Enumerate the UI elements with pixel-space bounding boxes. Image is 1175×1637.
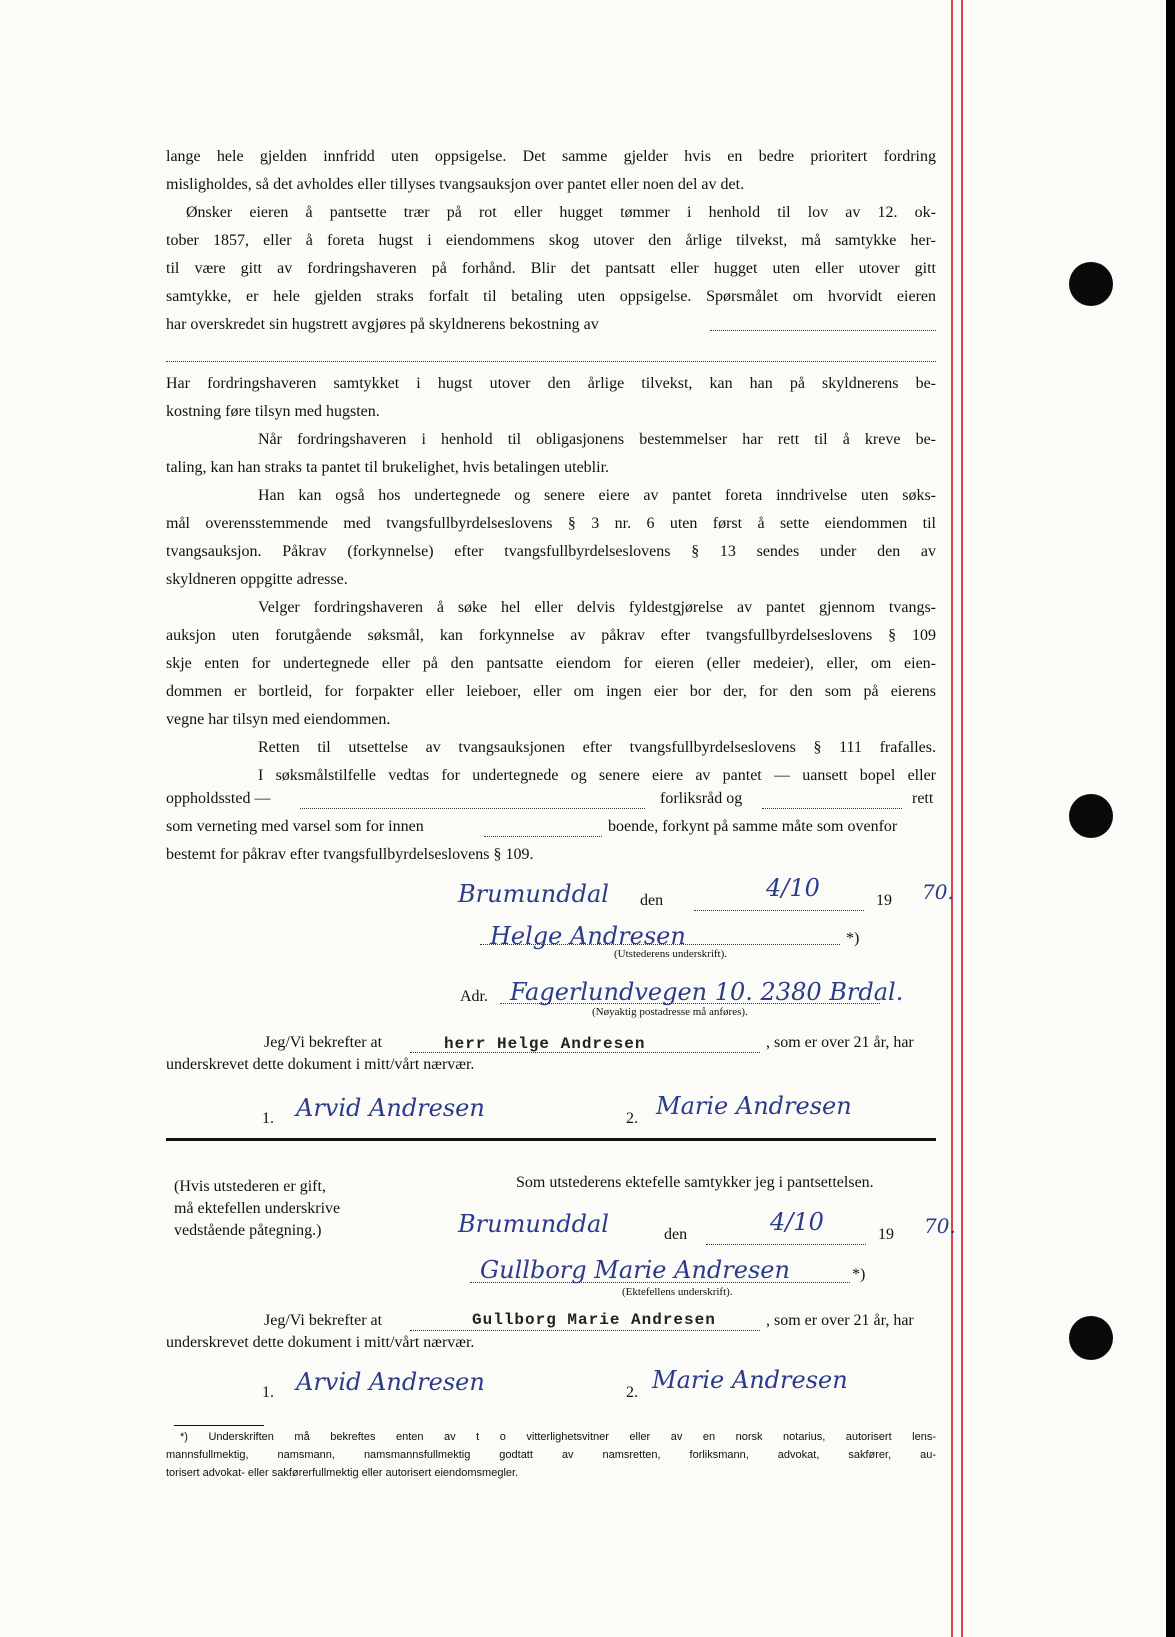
footnote-rule xyxy=(174,1425,264,1426)
blank-field xyxy=(762,808,902,809)
footnote-line: torisert advokat- eller sakførerfullmektig eller autorisert eiendomsmegler. xyxy=(166,1467,519,1479)
spouse-signature: Gullborg Marie Andresen xyxy=(480,1256,790,1284)
footnote-line: mannsfullmektig, namsmann, namsmannsfullmektig godtatt av namsretten, forliksmann, advokat, sakfører, au- xyxy=(166,1449,936,1461)
body-line: til være gitt av fordringshaveren på forhånd. Blir det pantsatt eller hugget uten eller utover gitt xyxy=(166,260,936,277)
label-den: den xyxy=(640,892,664,909)
witness-number: 1. xyxy=(262,1384,274,1401)
caption-utsteder: (Utstederens underskrift). xyxy=(614,948,728,960)
issuer-signature: Helge Andresen xyxy=(490,922,686,950)
margin-line-left xyxy=(951,0,953,1637)
label-year: 19 xyxy=(876,892,892,909)
typed-name: herr Helge Andresen xyxy=(444,1035,646,1053)
typed-name: Gullborg Marie Andresen xyxy=(472,1311,716,1329)
caption-adresse: (Nøyaktig postadresse må anføres). xyxy=(592,1006,748,1018)
footnote-marker: *) xyxy=(852,1266,866,1283)
body-line: auksjon uten forutgående søksmål, kan forkynnelse av påkrav efter tvangsfullbyrdelseslovens § 109 xyxy=(166,627,936,644)
body-line: skyldneren oppgitte adresse. xyxy=(166,571,348,588)
spouse-note xyxy=(174,1176,340,1242)
body-line: Retten til utsettelse av tvangsauksjonen efter tvangsfullbyrdelseslovens § 111 frafalles. xyxy=(258,739,936,756)
body-line: Når fordringshaveren i henhold til obligasjonens bestemmelser har rett til å kreve be- xyxy=(258,431,936,448)
label-boende: boende, forkynt på samme måte som ovenfor xyxy=(608,818,898,835)
label-over-21: , som er over 21 år, har xyxy=(766,1312,914,1329)
body-line: I søksmålstilfelle vedtas for undertegnede og senere eiere av pantet — uansett bopel eller xyxy=(258,767,936,784)
witness-signature-1: Arvid Andresen xyxy=(296,1368,485,1396)
blank-field xyxy=(706,1244,866,1245)
body-line: Ønsker eieren å pantsette trær på rot eller hugget tømmer i henhold til lov av 12. ok- xyxy=(186,204,936,221)
caption-ektefelle: (Ektefellens underskrift). xyxy=(622,1286,733,1298)
signature-line xyxy=(480,944,840,945)
address-line xyxy=(500,1003,880,1004)
handwritten-place: Brumunddal xyxy=(458,1210,609,1238)
body-line: kostning føre tilsyn med hugsten. xyxy=(166,403,380,420)
label-underskrevet: underskrevet dette dokument i mitt/vårt nærvær. xyxy=(166,1334,475,1351)
body-line: lange hele gjelden innfridd uten oppsigelse. Det samme gjelder hvis en bedre prioritert fordring xyxy=(166,148,936,165)
spouse-consent: Som utstederens ektefelle samtykker jeg i pantsettelsen. xyxy=(516,1174,874,1191)
label-adr: Adr. xyxy=(460,988,488,1005)
blank-field xyxy=(694,910,864,911)
body-line: Velger fordringshaveren å søke hel eller delvis fyldestgjørelse av pantet gjennom tvangs- xyxy=(258,599,936,616)
label-oppholdssted: oppholdssted — xyxy=(166,790,271,807)
body-line: misligholdes, så det avholdes eller tillyses tvangsauksjon over pantet eller noen del av det. xyxy=(166,176,745,193)
handwritten-date: 4/10 xyxy=(766,874,820,902)
spouse-note-line: vedstående påtegning.) xyxy=(174,1222,322,1239)
witness-signature-2: Marie Andresen xyxy=(652,1366,848,1394)
witness-signature-1: Arvid Andresen xyxy=(296,1094,485,1122)
punch-hole-1 xyxy=(1069,262,1113,306)
witness-number: 2. xyxy=(626,1384,638,1401)
spouse-note-line: må ektefellen underskrive xyxy=(174,1200,341,1217)
label-over-21: , som er over 21 år, har xyxy=(766,1034,914,1051)
margin-line-right xyxy=(961,0,963,1637)
label-forliksrad: forliksråd og xyxy=(660,790,743,807)
body-line: Han kan også hos undertegnede og senere eiere av pantet foreta inndrivelse uten søks- xyxy=(258,487,936,504)
body-line: skje enten for undertegnede eller på den pantsatte eiendom for eieren (eller medeier), eller, om eien- xyxy=(166,655,936,672)
blank-field xyxy=(484,836,602,837)
witness-number: 1. xyxy=(262,1110,274,1127)
label-underskrevet: underskrevet dette dokument i mitt/vårt nærvær. xyxy=(166,1056,475,1073)
blank-field xyxy=(166,361,936,362)
divider xyxy=(166,1138,936,1141)
signature-line xyxy=(470,1282,850,1283)
label-year: 19 xyxy=(878,1226,894,1243)
label-rett: rett xyxy=(912,790,934,807)
spouse-note-line: (Hvis utstederen er gift, xyxy=(174,1178,326,1195)
body-line: taling, kan han straks ta pantet til brukelighet, hvis betalingen uteblir. xyxy=(166,459,610,476)
handwritten-year: 70. xyxy=(922,880,954,904)
label-bestemt: bestemt for påkrav efter tvangsfullbyrdelseslovens § 109. xyxy=(166,846,534,863)
witness-number: 2. xyxy=(626,1110,638,1127)
witness-signature-2: Marie Andresen xyxy=(656,1092,852,1120)
label-bekrefter: Jeg/Vi bekrefter at xyxy=(264,1312,383,1329)
body-line: tober 1857, eller å foreta hugst i eiendommens skog utover den årlige tilvekst, må samtykke her- xyxy=(166,232,936,249)
body-line: dommen er bortleid, for forpakter eller leieboer, eller om ingen eier bor der, for den som på eierens xyxy=(166,683,936,700)
handwritten-year: 70. xyxy=(924,1214,956,1238)
blank-field xyxy=(410,1330,760,1331)
handwritten-address: Fagerlundvegen 10. 2380 Brdal. xyxy=(510,978,904,1006)
body-line: Har fordringshaveren samtykket i hugst utover den årlige tilvekst, kan han på skyldnerens be- xyxy=(166,375,936,392)
handwritten-date: 4/10 xyxy=(770,1208,824,1236)
body-line: har overskredet sin hugstrett avgjøres på skyldnerens bekostning av xyxy=(166,316,599,333)
body-line: tvangsauksjon. Påkrav (forkynnelse) efter tvangsfullbyrdelseslovens § 13 sendes under den av xyxy=(166,543,936,560)
footnote-line: *) Underskriften må bekreftes enten av t o vitterlighetsvitner eller av en norsk notarius, autorisert lens- xyxy=(180,1431,936,1443)
blank-field xyxy=(710,330,936,331)
handwritten-place: Brumunddal xyxy=(458,880,609,908)
label-den: den xyxy=(664,1226,688,1243)
footnote-marker: *) xyxy=(846,930,860,947)
label-bekrefter: Jeg/Vi bekrefter at xyxy=(264,1034,383,1051)
blank-field xyxy=(300,808,645,809)
punch-hole-3 xyxy=(1069,1316,1113,1360)
body-line: samtykke, er hele gjelden straks forfalt til betaling uten oppsigelse. Spørsmålet om hvorvidt eieren xyxy=(166,288,936,305)
punch-hole-2 xyxy=(1069,794,1113,838)
body-line: mål overensstemmende med tvangsfullbyrdelseslovens § 3 nr. 6 uten først å sette eiendommen til xyxy=(166,515,936,532)
label-verneting: som verneting med varsel som for innen xyxy=(166,818,424,835)
body-line: vegne har tilsyn med eiendommen. xyxy=(166,711,391,728)
